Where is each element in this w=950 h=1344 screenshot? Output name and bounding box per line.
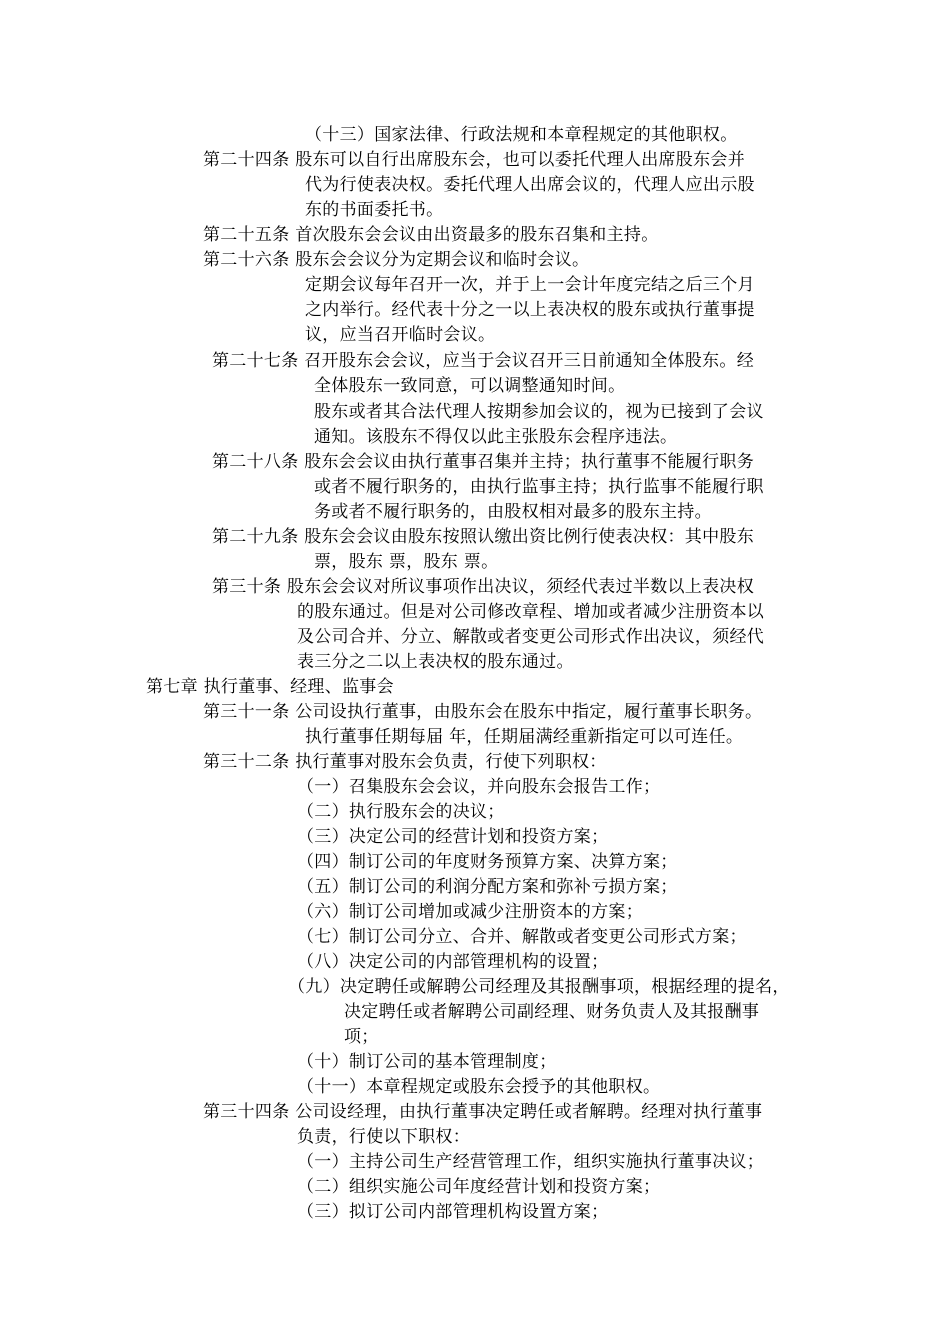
text-line: 执行董事任期每届 年，任期届满经重新指定可以可连任。: [305, 727, 744, 747]
article-30: 第三十条 股东会会议对所议事项作出决议，须经代表过半数以上表决权: [212, 577, 755, 597]
list-item: （二）组织实施公司年度经营计划和投资方案；: [297, 1177, 661, 1197]
text-line: 及公司合并、分立、解散或者变更公司形式作出决议，须经代: [297, 627, 765, 647]
text-line: 的股东通过。但是对公司修改章程、增加或者减少注册资本以: [297, 602, 765, 622]
text-line: 股东或者其合法代理人按期参加会议的，视为已接到了会议: [314, 402, 764, 422]
chapter-7-heading: 第七章 执行董事、经理、监事会: [146, 677, 394, 697]
text-line: 议，应当召开临时会议。: [305, 325, 496, 345]
text-line: 项；: [344, 1027, 379, 1047]
article-29: 第二十九条 股东会会议由股东按照认缴出资比例行使表决权：其中股东: [212, 527, 755, 547]
text-line: 表三分之二以上表决权的股东通过。: [297, 652, 574, 672]
article-26: 第二十六条 股东会会议分为定期会议和临时会议。: [203, 250, 590, 270]
list-item: （一）主持公司生产经营管理工作，组织实施执行董事决议；: [297, 1152, 765, 1172]
text-line: （十三）国家法律、行政法规和本章程规定的其他职权。: [305, 125, 738, 145]
text-line: 之内举行。经代表十分之一以上表决权的股东或执行董事提: [305, 300, 755, 320]
article-28: 第二十八条 股东会会议由执行董事召集并主持；执行董事不能履行职务: [212, 452, 755, 472]
text-line: 全体股东一致同意，可以调整通知时间。: [314, 376, 626, 396]
list-item: （七）制订公司分立、合并、解散或者变更公司形式方案；: [297, 927, 747, 947]
article-34: 第三十四条 公司设经理，由执行董事决定聘任或者解聘。经理对执行董事: [203, 1102, 763, 1122]
article-24: 第二十四条 股东可以自行出席股东会，也可以委托代理人出席股东会并: [203, 150, 746, 170]
list-item: （四）制订公司的年度财务预算方案、决算方案；: [297, 852, 678, 872]
article-27: 第二十七条 召开股东会会议，应当于会议召开三日前通知全体股东。经: [212, 351, 755, 371]
article-25: 第二十五条 首次股东会会议由出资最多的股东召集和主持。: [203, 225, 659, 245]
list-item: （十一）本章程规定或股东会授予的其他职权。: [297, 1077, 661, 1097]
list-item: （二）执行股东会的决议；: [297, 802, 505, 822]
text-line: 通知。该股东不得仅以此主张股东会程序违法。: [314, 427, 678, 447]
list-item: （九）决定聘任或解聘公司经理及其报酬事项，根据经理的提名，: [288, 977, 790, 997]
article-31: 第三十一条 公司设执行董事，由股东会在股东中指定，履行董事长职务。: [203, 702, 763, 722]
text-line: 或者不履行职务的，由执行监事主持；执行监事不能履行职: [314, 477, 764, 497]
text-line: 负责，行使以下职权：: [297, 1127, 470, 1147]
list-item: （八）决定公司的内部管理机构的设置；: [297, 952, 609, 972]
text-line: 务或者不履行职务的，由股权相对最多的股东主持。: [314, 502, 712, 522]
text-line: 东的书面委托书。: [305, 200, 444, 220]
list-item: （三）决定公司的经营计划和投资方案；: [297, 827, 609, 847]
list-item: （六）制订公司增加或减少注册资本的方案；: [297, 902, 643, 922]
text-line: 代为行使表决权。委托代理人出席会议的，代理人应出示股: [305, 175, 755, 195]
text-line: 决定聘任或者解聘公司副经理、财务负责人及其报酬事: [344, 1002, 760, 1022]
list-item: （十）制订公司的基本管理制度；: [297, 1052, 557, 1072]
list-item: （三）拟订公司内部管理机构设置方案；: [297, 1202, 609, 1222]
text-line: 票，股东 票，股东 票。: [314, 552, 499, 572]
list-item: （一）召集股东会会议，并向股东会报告工作；: [297, 777, 661, 797]
text-line: 定期会议每年召开一次，并于上一会计年度完结之后三个月: [305, 275, 755, 295]
list-item: （五）制订公司的利润分配方案和弥补亏损方案；: [297, 877, 678, 897]
article-32: 第三十二条 执行董事对股东会负责，行使下列职权：: [203, 752, 607, 772]
